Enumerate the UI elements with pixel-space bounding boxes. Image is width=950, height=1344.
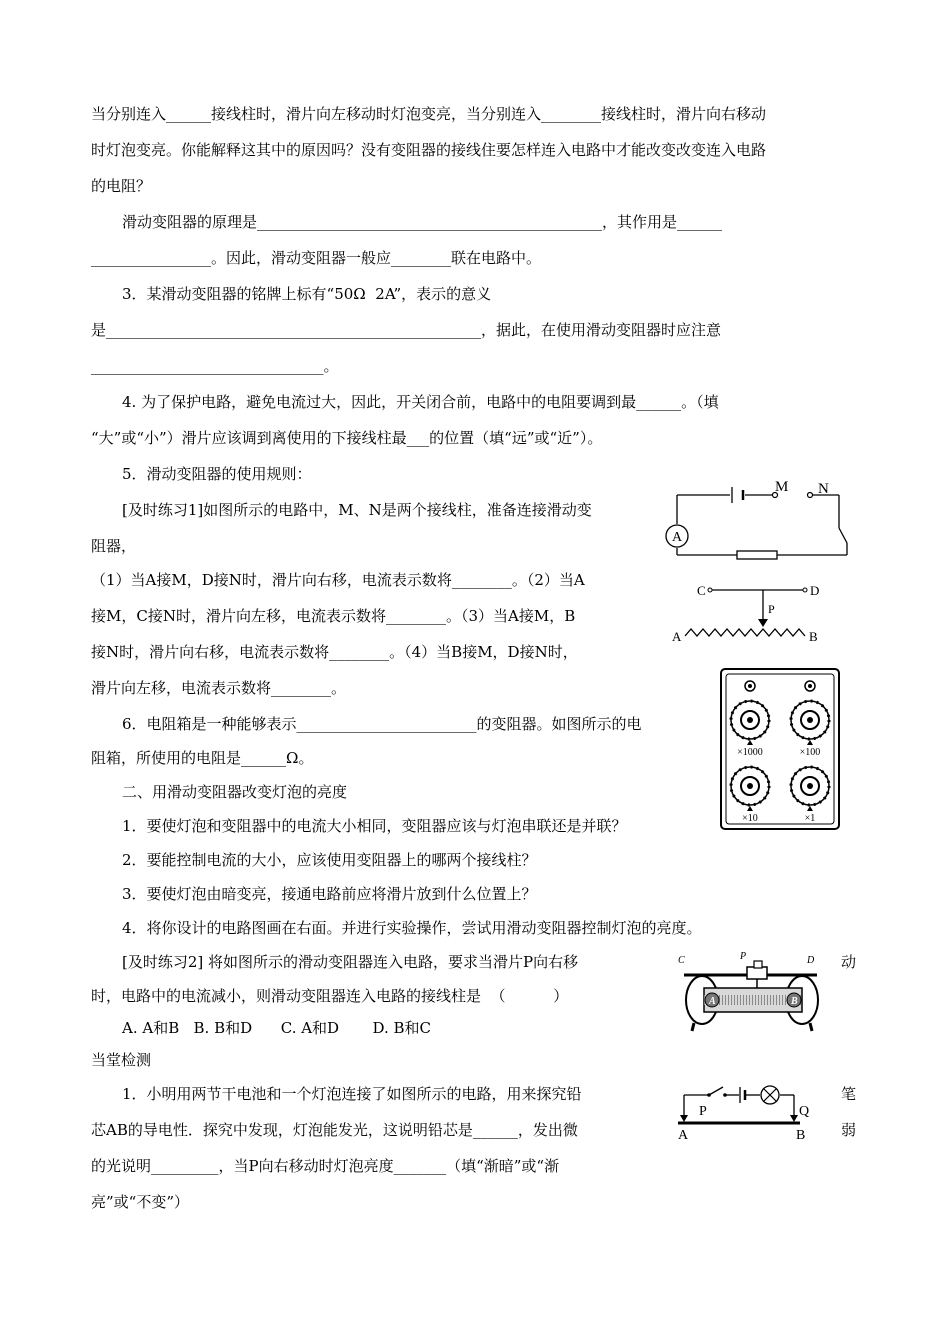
circuit-figure xyxy=(655,475,855,645)
text-line: 时灯泡变亮。你能解释这其中的原因吗？没有变阻器的接线住要怎样连入电路中才能改变改变连入电路 xyxy=(91,141,767,159)
label-c: C xyxy=(697,583,706,598)
section-title: 当堂检测 xyxy=(91,1051,152,1069)
list-item: 3．要使灯泡由暗变亮，接通电路前应将滑片放到什么位置上？ xyxy=(122,885,537,903)
dial-multiplier: ×1 xyxy=(804,813,816,824)
slider-arrow-icon xyxy=(758,619,768,627)
label-a: A xyxy=(709,996,716,1007)
dial-icon xyxy=(791,767,829,805)
label-d: D xyxy=(807,955,815,966)
text-line: 的光说明_________，当P向右移动时灯泡亮度_______（填“渐暗”或“渐 xyxy=(91,1157,560,1175)
text-line: 滑片向左移，电流表示数将________。 xyxy=(91,679,347,697)
label-a: A xyxy=(678,1128,689,1143)
text-line: “大”或“小”）滑片应该调到离使用的下接线柱最___的位置（填“远”或“近”）。 xyxy=(91,429,603,447)
dial-multiplier: ×1000 xyxy=(737,747,763,758)
question-5: 5．滑动变阻器的使用规则： xyxy=(122,465,312,483)
label-p: P xyxy=(699,1104,707,1119)
list-item: 4．将你设计的电路图画在右面。并进行实验操作，尝试用滑动变阻器控制灯泡的亮度。 xyxy=(122,919,702,937)
label-m: M xyxy=(775,479,789,495)
label-p: P xyxy=(740,951,747,962)
rheostat-figure xyxy=(672,945,832,1035)
text-line: 亮”或“不变”） xyxy=(91,1193,190,1211)
label-b: B xyxy=(809,629,818,644)
terminal-n xyxy=(808,493,813,498)
pencil-circuit-figure xyxy=(672,1075,822,1145)
text-line: 当分别连入______接线柱时，滑片向左移动时灯泡变亮，当分别连入________接线柱时，滑片向右移动 xyxy=(91,105,767,123)
check-question-1: 1．小明用两节干电池和一个灯泡连接了如图所示的电路，用来探究铅 xyxy=(122,1085,582,1103)
label-a: A xyxy=(672,629,682,644)
text-line: 阻箱，所使用的电阻是______Ω。 xyxy=(91,749,314,767)
text-line: 接N时，滑片向右移，电流表示数将________。（4）当B接M，D接N时， xyxy=(91,643,578,661)
question-6: 6．电阻箱是一种能够表示________________________的变阻器。如图所示的电 xyxy=(122,715,642,733)
dial-icon xyxy=(731,767,769,805)
dial-multiplier: ×10 xyxy=(742,813,758,824)
text-line-tail: 弱 xyxy=(841,1121,857,1139)
question-3: 3．某滑动变阻器的铭牌上标有“50Ω 2A”，表示的意义 xyxy=(122,285,492,303)
text-line: 接M，C接N时，滑片向左移，电流表示数将________。（3）当A接M，B xyxy=(91,607,576,625)
label-q: Q xyxy=(799,1104,810,1119)
text-line: 芯AB的导电性．探究中发现，灯泡能发光，这说明铅芯是______，发出微 xyxy=(91,1121,578,1139)
list-item: 1．要使灯泡和变阻器中的电流大小相同，变阻器应该与灯泡串联还是并联？ xyxy=(122,817,627,835)
question-4: 4. 为了保护电路，避免电流过大，因此，开关闭合前，电路中的电阻要调到最______。（填 xyxy=(122,393,719,411)
text-line: 滑动变阻器的原理是______________________________________________，其作用是______ xyxy=(122,213,723,231)
list-item: 2．要能控制电流的大小，应该使用变阻器上的哪两个接线柱？ xyxy=(122,851,537,869)
text-line: 时，电路中的电流减小，则滑动变阻器连入电路的接线柱是 （ ） xyxy=(91,987,569,1005)
dial-icon xyxy=(791,701,829,739)
exercise-1: [及时练习1]如图所示的电路中，M、N是两个接线柱，准备连接滑动变 xyxy=(122,501,592,519)
resistance-box-figure xyxy=(720,668,840,830)
label-d: D xyxy=(810,583,820,598)
text-line-tail: 动 xyxy=(841,953,857,971)
label-b: B xyxy=(796,1128,806,1143)
switch-icon xyxy=(709,1087,723,1095)
text-line: （1）当A接M，D接N时，滑片向右移，电流表示数将________。（2）当A xyxy=(91,571,585,589)
label-b: B xyxy=(791,996,798,1007)
slider-icon xyxy=(747,967,767,979)
text-line: _______________________________。 xyxy=(91,357,339,375)
label-n: N xyxy=(818,481,829,497)
resistor-icon xyxy=(737,551,777,559)
ammeter-label: A xyxy=(671,530,683,545)
text-line: 阻器， xyxy=(91,537,137,555)
exercise-2: [及时练习2] 将如图所示的滑动变阻器连入电路，要求当滑片P向右移 xyxy=(122,953,579,971)
label-c: C xyxy=(678,955,685,966)
text-line: ________________。因此，滑动变阻器一般应________联在电路中。 xyxy=(91,249,542,267)
text-line: 是__________________________________________________，据此，在使用滑动变阻器时应注意 xyxy=(91,321,722,339)
answer-options: A. A和B B. B和D C. A和D D. B和C xyxy=(122,1019,431,1037)
lamp-icon xyxy=(761,1086,779,1104)
dial-multiplier: ×100 xyxy=(799,747,821,758)
label-p: P xyxy=(768,602,775,616)
text-line-tail: 笔 xyxy=(841,1085,857,1103)
dial-icon xyxy=(731,701,769,739)
section-title: 二、用滑动变阻器改变灯泡的亮度 xyxy=(122,783,348,801)
text-line: 的电阻？ xyxy=(91,177,152,195)
